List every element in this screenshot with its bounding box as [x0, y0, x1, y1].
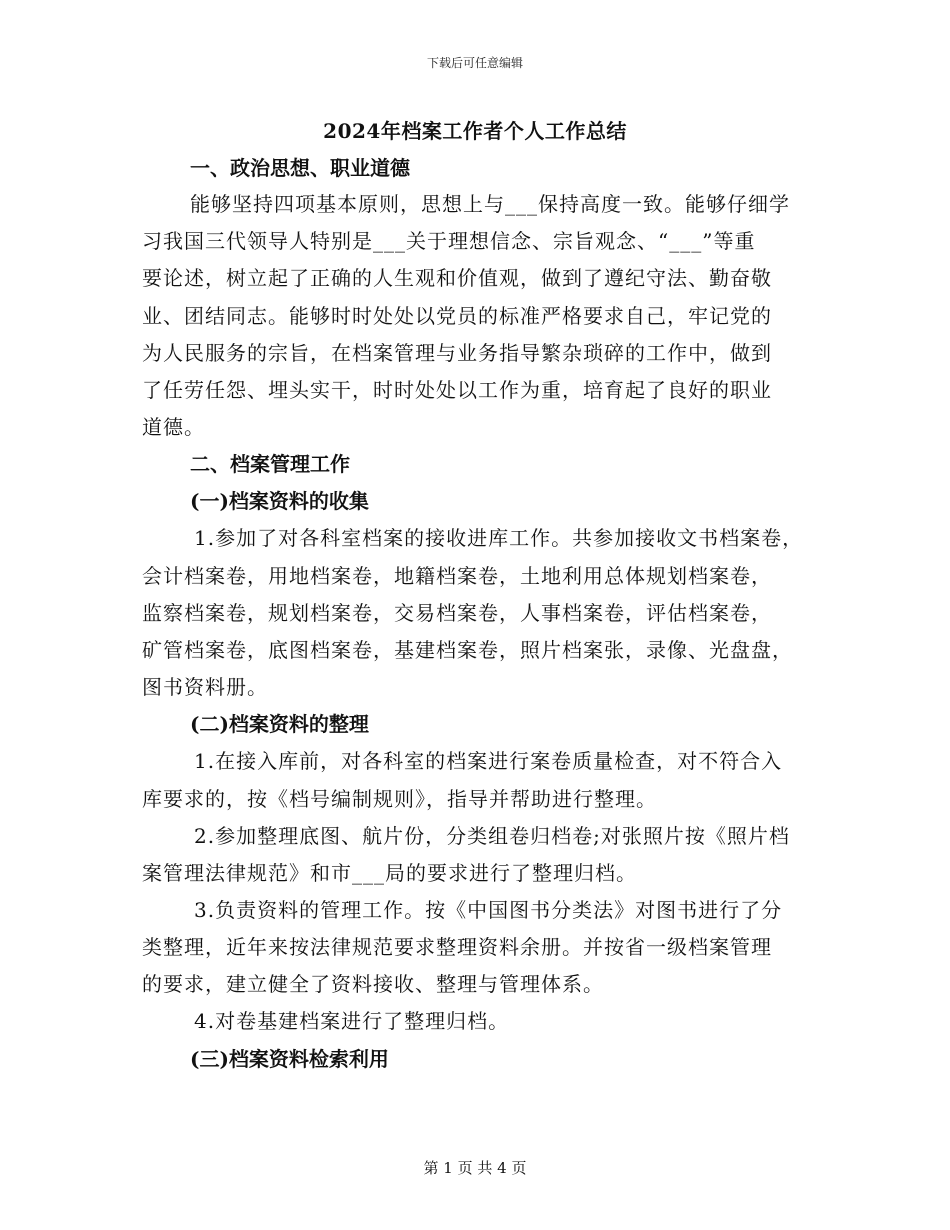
- subsection-heading-3: (三)档案资料检索利用: [190, 1047, 389, 1071]
- paragraph-line: 能够坚持四项基本原则，思想上与___保持高度一致。能够仔细学: [190, 192, 790, 216]
- section-heading-1: 一、政治思想、职业道德: [190, 156, 410, 180]
- paragraph-line: 图书资料册。: [142, 675, 268, 699]
- paragraph-line: 要论述，树立起了正确的人生观和价值观，做到了遵纪守法、勤奋敬: [142, 266, 772, 290]
- paragraph-line: 业、团结同志。能够时时处处以党员的标准严格要求自己，牢记党的: [142, 304, 772, 328]
- paragraph-line: 1.参加了对各科室档案的接收进库工作。共参加接收文书档案卷，: [194, 526, 804, 550]
- paragraph-line: 3.负责资料的管理工作。按《中国图书分类法》对图书进行了分: [194, 898, 783, 922]
- paragraph-line: 会计档案卷，用地档案卷，地籍档案卷，土地利用总体规划档案卷，: [142, 564, 772, 588]
- paragraph-line: 4.对卷基建档案进行了整理归档。: [194, 1009, 510, 1033]
- paragraph-line: 的要求，建立健全了资料接收、整理与管理体系。: [142, 972, 604, 996]
- header-note: 下载后可任意编辑: [426, 56, 523, 70]
- subsection-heading-2: (二)档案资料的整理: [190, 712, 369, 736]
- section-heading-2: 二、档案管理工作: [190, 452, 350, 476]
- paragraph-line: 习我国三代领导人特别是___关于理想信念、宗旨观念、“___”等重: [142, 229, 756, 253]
- paragraph-line: 库要求的，按《档号编制规则》，指导并帮助进行整理。: [142, 787, 657, 811]
- paragraph-line: 1.在接入库前，对各科室的档案进行案卷质量检查，对不符合入: [194, 749, 783, 773]
- subsection-heading-1: (一)档案资料的收集: [190, 489, 369, 513]
- paragraph-line: 了任劳任怨、埋头实干，时时处处以工作为重，培育起了良好的职业: [142, 378, 772, 402]
- paragraph-line: 2.参加整理底图、航片份，分类组卷归档卷;对张照片按《照片档: [194, 824, 790, 848]
- page-footer: 第 1 页 共 4 页: [423, 1159, 527, 1177]
- paragraph-line: 为人民服务的宗旨，在档案管理与业务指导繁杂琐碎的工作中，做到: [142, 341, 772, 365]
- paragraph-line: 类整理，近年来按法律规范要求整理资料余册。并按省一级档案管理: [142, 935, 772, 959]
- paragraph-line: 监察档案卷，规划档案卷，交易档案卷，人事档案卷，评估档案卷，: [142, 601, 772, 625]
- paragraph-line: 矿管档案卷，底图档案卷，基建档案卷，照片档案张，录像、光盘盘，: [142, 638, 793, 662]
- paragraph-line: 道德。: [142, 415, 205, 439]
- paragraph-line: 案管理法律规范》和市___局的要求进行了整理归档。: [142, 861, 637, 885]
- page-title: 2024年档案工作者个人工作总结: [323, 119, 627, 143]
